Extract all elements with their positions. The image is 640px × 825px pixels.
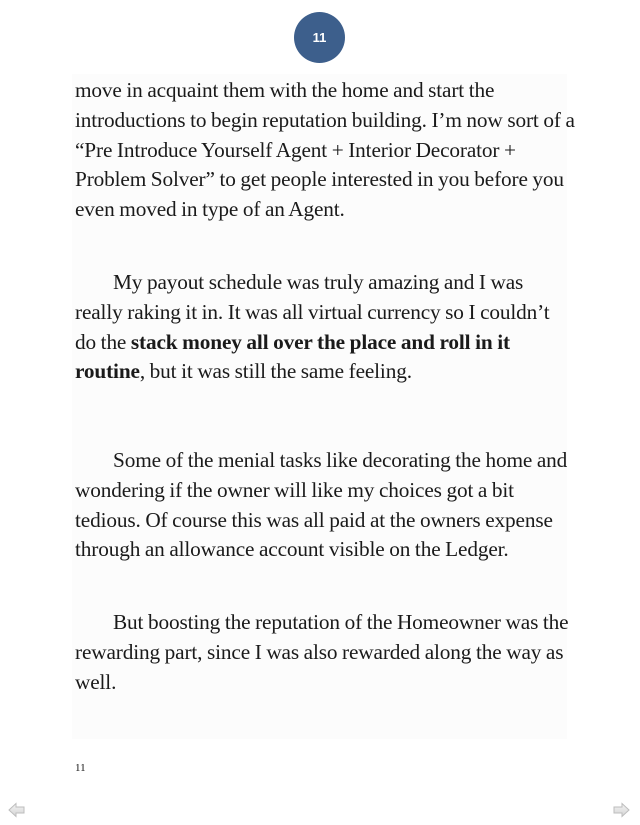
paragraph-4 <box>75 608 575 697</box>
footer-page-number: 11 <box>75 762 86 774</box>
paragraph-3-text: Some of the menial tasks like decorating the home and wondering if the owner will like my choices got a bit tedious. Of course this was all paid at the owners expense through an allowance account visible on the Ledger. <box>75 448 568 562</box>
paragraph-2-bold-text: stack money all over the place and roll in it routine <box>75 329 510 384</box>
arrow-left-icon <box>8 802 26 818</box>
paragraph-2-text-end: , but it was still the same feeling. <box>139 359 412 384</box>
page-number-badge <box>294 12 345 63</box>
previous-page-button[interactable] <box>8 802 26 818</box>
paragraph-2-text-start: My payout schedule was truly amazing and I was really raking it in. It was all virtual currency so I couldn’t do the <box>75 270 550 354</box>
paragraph-1 <box>75 76 575 225</box>
next-page-button[interactable] <box>612 802 630 818</box>
paragraph-3 <box>75 446 575 565</box>
paragraph-2 <box>75 268 575 387</box>
page-number-badge-text: 11 <box>312 30 327 45</box>
paragraph-1-text: move in acquaint them with the home and start the introductions to begin reputation building. I’m now sort of a “Pre Introduce Yourself Agent + Interior Decorator + Problem Solver” to get people interested in you before you even moved in type of an Agent. <box>75 78 575 222</box>
paragraph-4-text: But boosting the reputation of the Homeowner was the rewarding part, since I was also rewarded along the way as well. <box>75 610 569 694</box>
arrow-right-icon <box>612 802 630 818</box>
